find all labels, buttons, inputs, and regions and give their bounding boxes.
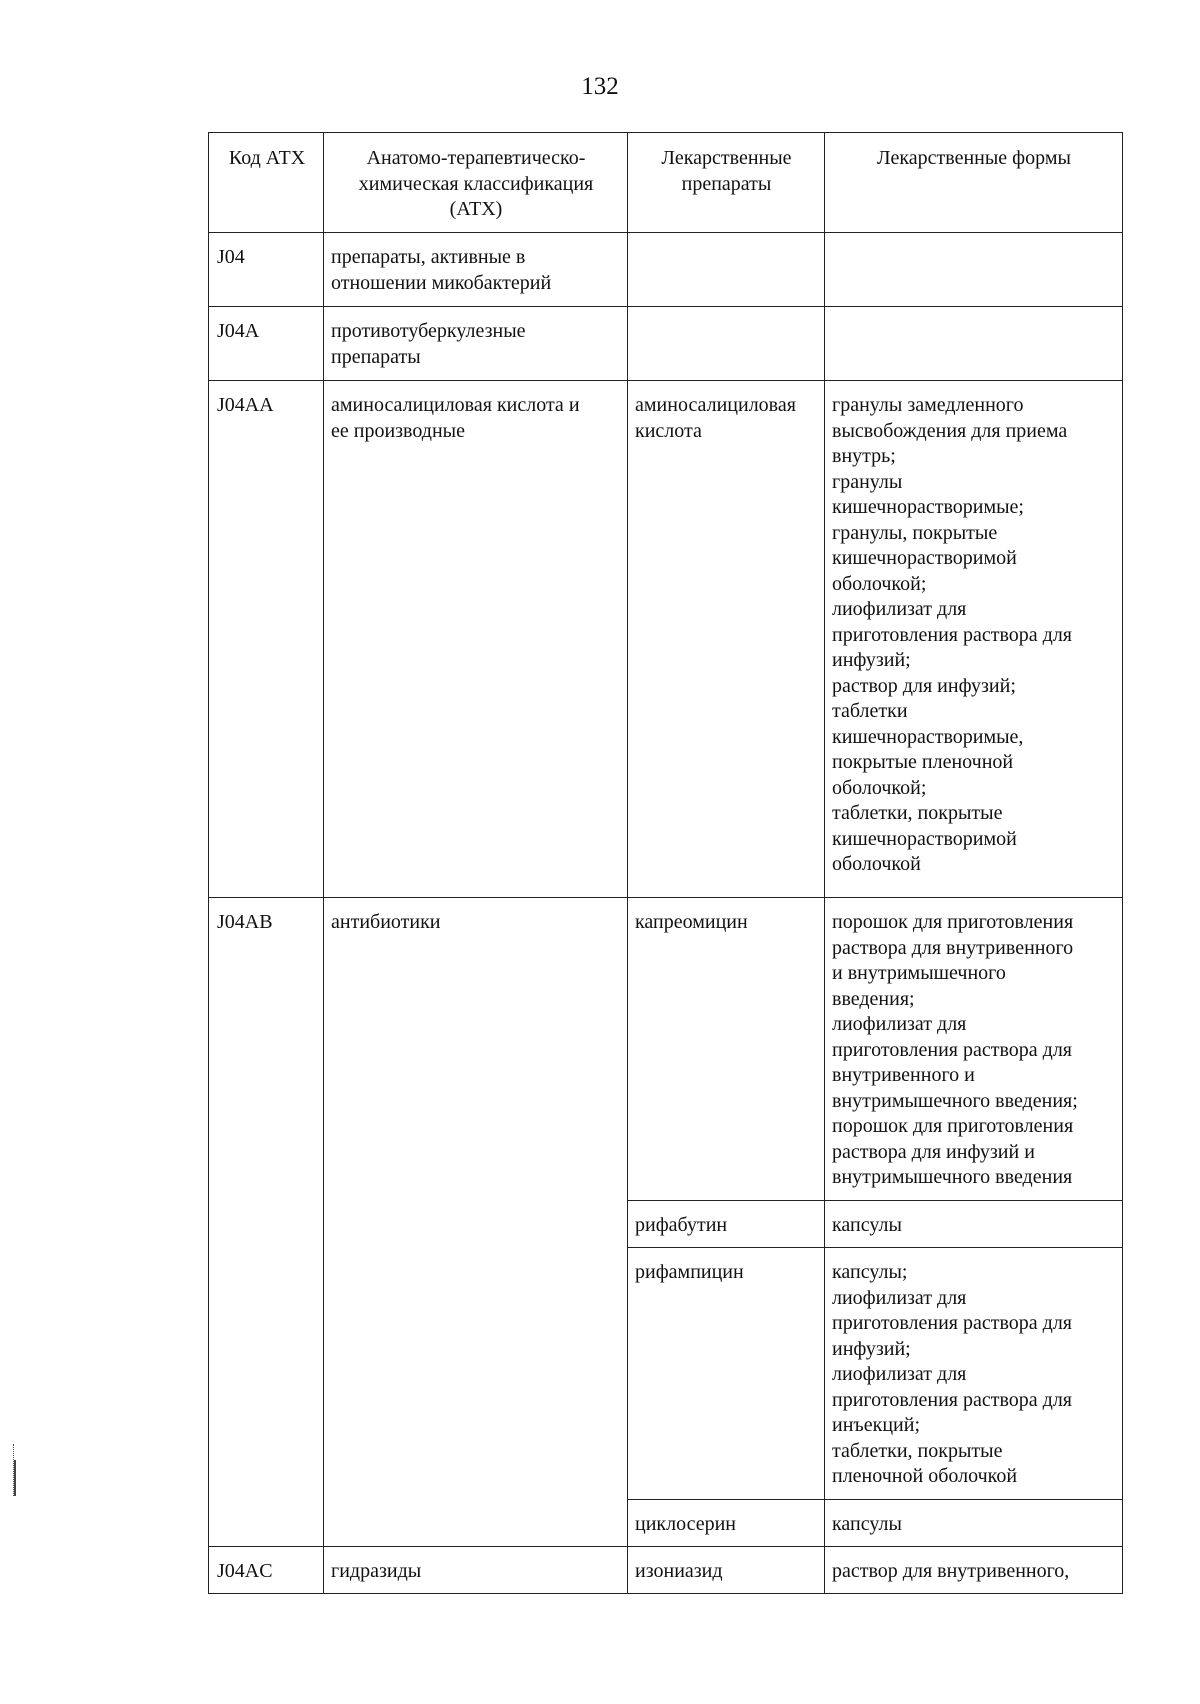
classification-cell: антибиотики bbox=[324, 898, 628, 1547]
atc-code-cell: J04A bbox=[209, 307, 324, 381]
table-row-j04ab bbox=[209, 898, 1123, 1201]
table-row-j04a bbox=[209, 307, 1123, 381]
forms-cell: раствор для внутривенного, bbox=[825, 1547, 1123, 1594]
table-header-row bbox=[209, 133, 1123, 233]
drug-cell: капреомицин bbox=[628, 898, 825, 1201]
forms-cell bbox=[825, 307, 1123, 381]
drug-cell: циклосерин bbox=[628, 1500, 825, 1547]
forms-cell: капсулы; лиофилизат для приготовления раствора для инфузий; лиофилизат для приготовления раствора для инъекций; таблетки, покрытые пленочной оболочкой bbox=[825, 1248, 1123, 1500]
atc-code-cell: J04 bbox=[209, 233, 324, 307]
forms-cell: гранулы замедленного высвобождения для приема внутрь; гранулы кишечнорастворимые; гранулы, покрытые кишечнорастворимой оболочкой; лиофилизат для приготовления раствора для инфузий; раствор для инфузий; таблетки кишечнорастворимые, покрытые пленочной оболочкой; таблетки, покрытые кишечнорастворимой оболочкой bbox=[825, 381, 1123, 898]
atc-code-cell: J04AB bbox=[209, 898, 324, 1547]
drug-cell: аминосалициловая кислота bbox=[628, 381, 825, 898]
forms-cell: порошок для приготовления раствора для внутривенного и внутримышечного введения; лиофилизат для приготовления раствора для внутривенного и внутримышечного введения; порошок для приготовления раствора для инфузий и внутримышечного введения bbox=[825, 898, 1123, 1201]
page-number: 132 bbox=[581, 73, 619, 100]
drug-cell: рифабутин bbox=[628, 1201, 825, 1248]
drug-cell bbox=[628, 307, 825, 381]
atc-code-cell: J04AA bbox=[209, 381, 324, 898]
classification-cell: аминосалициловая кислота и ее производные bbox=[324, 381, 628, 898]
table-row-j04aa bbox=[209, 381, 1123, 898]
scan-margin-mark bbox=[13, 1444, 16, 1496]
atc-code-cell: J04AC bbox=[209, 1547, 324, 1594]
header-dosage-forms: Лекарственные формы bbox=[825, 133, 1123, 233]
classification-cell: гидразиды bbox=[324, 1547, 628, 1594]
classification-cell: препараты, активные в отношении микобактерий bbox=[324, 233, 628, 307]
table-row-j04 bbox=[209, 233, 1123, 307]
header-atc-code: Код АТХ bbox=[209, 133, 324, 233]
forms-cell: капсулы bbox=[825, 1201, 1123, 1248]
table-row-j04ac bbox=[209, 1547, 1123, 1594]
atc-drug-table bbox=[208, 132, 1123, 1594]
header-atc-classification: Анатомо-терапевтическо- химическая классификация (АТХ) bbox=[324, 133, 628, 233]
header-drugs: Лекарственные препараты bbox=[628, 133, 825, 233]
drug-cell: изониазид bbox=[628, 1547, 825, 1594]
forms-cell: капсулы bbox=[825, 1500, 1123, 1547]
forms-cell bbox=[825, 233, 1123, 307]
classification-cell: противотуберкулезные препараты bbox=[324, 307, 628, 381]
drug-cell: рифампицин bbox=[628, 1248, 825, 1500]
drug-cell bbox=[628, 233, 825, 307]
